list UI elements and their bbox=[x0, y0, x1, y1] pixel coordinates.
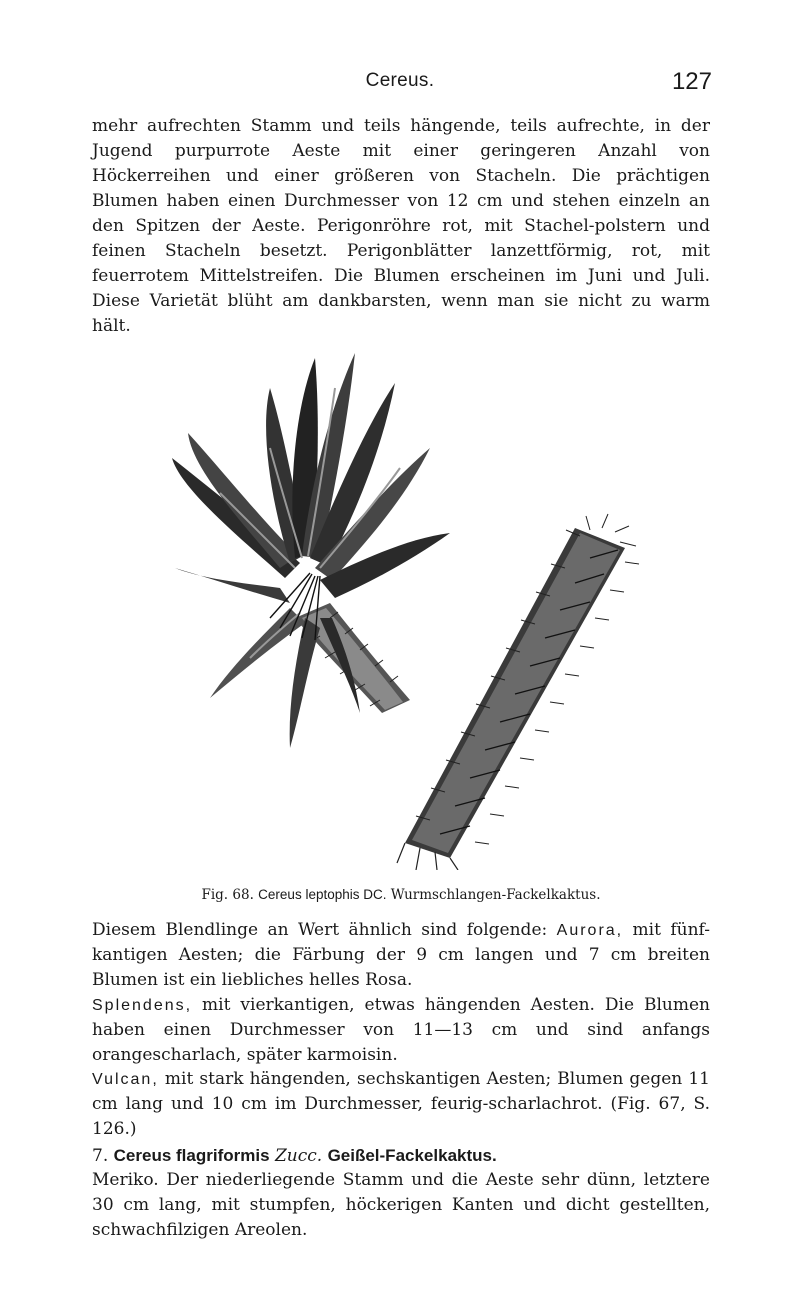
figure-caption bbox=[92, 887, 710, 903]
variety-name-splendens: Splendens, bbox=[92, 997, 193, 1014]
paragraph-aurora bbox=[92, 918, 710, 993]
paragraph-splendens-variety-description: mehr aufrechten Stamm und teils hängende, teils aufrechte, in der Jugend purpurrote Aeste mit einer geringeren Anzahl von Höckerreihen und einer größeren von Stacheln. Die prächtigen Blumen haben einen Durchmesser von 12 cm und stehen einzeln an den Spitzen der Aeste. Perigonröhre rot, mit Stachel-polstern und feinen Stacheln besetzt. Perigonblätter lanzettförmig, rot, mit feuerrotem Mittelstreifen. Die Blumen erscheinen im Juni und Juli. Diese Varietät blüht am dankbarsten, wenn man sie nicht zu warm hält. bbox=[92, 116, 710, 336]
paragraph-vulcan bbox=[92, 1067, 710, 1142]
section-genus: Cereus flagriformis bbox=[113, 1146, 270, 1165]
paragraph-splendens-text: mit vierkantigen, etwas hängenden Aesten. Die Blumen haben einen Durchmesser von 11—13 cm und sind anfangs orangescharlach, später karmoisin. bbox=[92, 995, 710, 1065]
paragraph-vulcan-text: mit stark hängenden, sechskantigen Aesten; Blumen gegen 11 cm lang und 10 cm im Durchmesser, feurig-scharlachrot. (Fig. 67, S. 126.) bbox=[92, 1069, 710, 1139]
figure-common-name: Wurmschlangen-Fackelkaktus. bbox=[390, 887, 601, 903]
paragraph-flagriformis-description: Meriko. Der niederliegende Stamm und die Aeste sehr dünn, letztere 30 cm lang, mit stumpfen, höckerigen Kanten und dicht gestellten, schwachfilzigen Areolen. bbox=[92, 1170, 710, 1240]
paragraph-aurora-text: mit fünf-kantigen Aesten; die Färbung der 9 cm langen und 7 cm breiten Blumen ist ein liebliches helles Rosa. bbox=[92, 920, 710, 990]
section-number: 7. bbox=[92, 1146, 109, 1166]
cereus-leptophis-drawing bbox=[120, 318, 680, 870]
running-title: Cereus. bbox=[365, 70, 435, 91]
running-header bbox=[88, 68, 712, 98]
section-author: Zucc. bbox=[274, 1146, 323, 1166]
variety-name-vulcan: Vulcan, bbox=[92, 1071, 159, 1088]
section-common-name: Geißel-Fackelkaktus. bbox=[327, 1146, 497, 1165]
flower-petals bbox=[172, 353, 450, 748]
paragraph-aurora-intro: Diesem Blendlinge an Wert ähnlich sind folgende: bbox=[92, 920, 548, 940]
paragraph-splendens bbox=[92, 993, 710, 1068]
cactus-illustration bbox=[120, 318, 680, 870]
variety-name-aurora: Aurora, bbox=[556, 922, 624, 939]
page-number: 127 bbox=[671, 68, 712, 95]
cactus-stem bbox=[397, 514, 639, 870]
figure-species-name: Cereus leptophis DC. bbox=[258, 887, 387, 902]
figure-number: Fig. 68. bbox=[201, 887, 254, 903]
flower-tube bbox=[295, 603, 410, 713]
section-heading-cereus-flagriformis bbox=[92, 1143, 710, 1169]
